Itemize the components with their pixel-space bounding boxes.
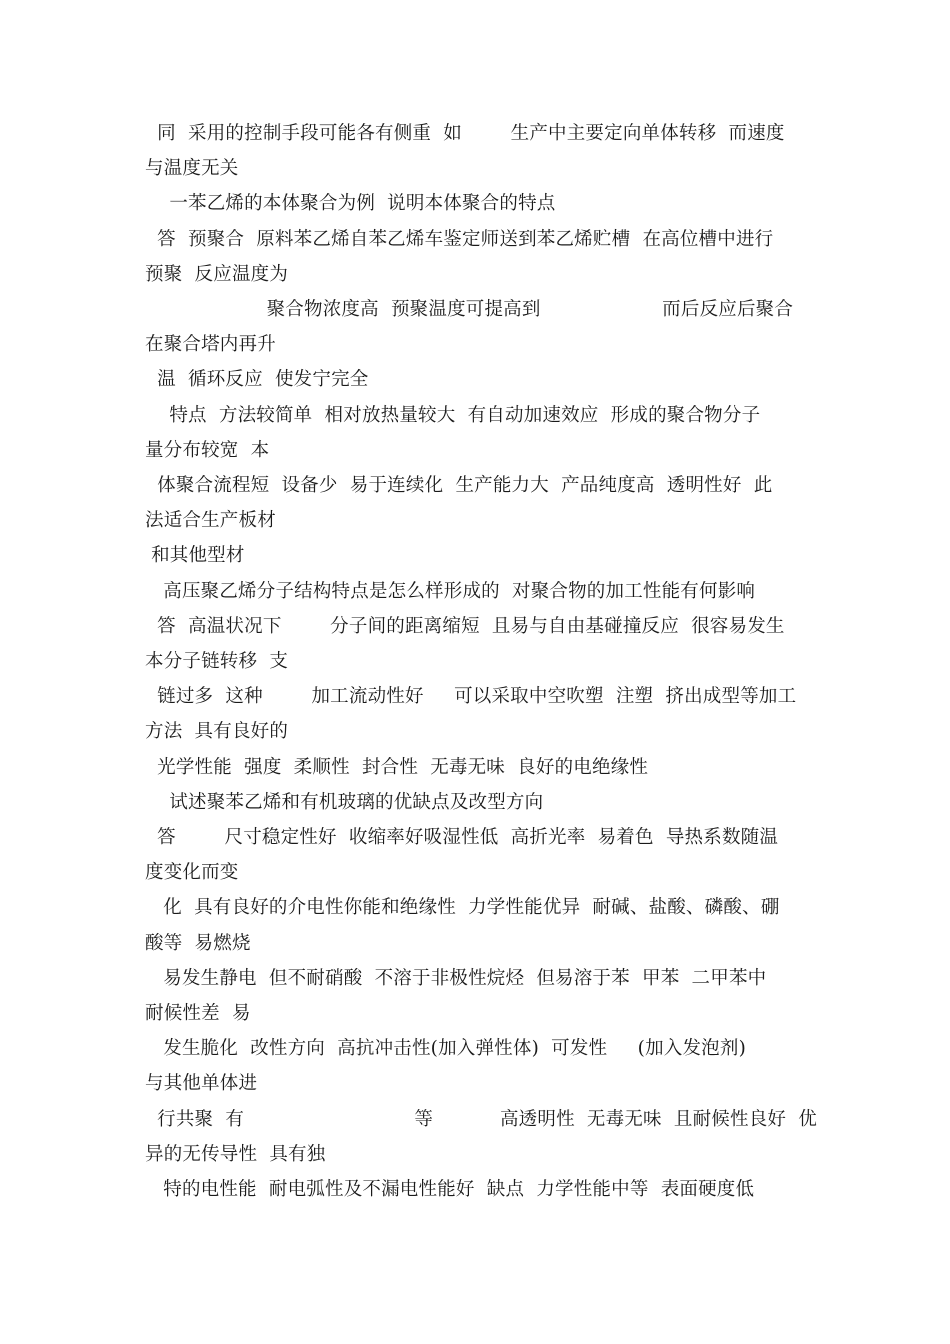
text-line: 行共聚 有 等 高透明性 无毒无味 且耐候性良好 优 [145, 1109, 817, 1130]
text-line: 在聚合塔内再升 [145, 334, 276, 355]
text-line: 答 尺寸稳定性好 收缩率好吸湿性低 高折光率 易着色 导热系数随温 [145, 827, 779, 848]
text-line: 体聚合流程短 设备少 易于连续化 生产能力大 产品纯度高 透明性好 此 [145, 475, 773, 496]
text-line: 特的电性能 耐电弧性及不漏电性能好 缺点 力学性能中等 表面硬度低 [145, 1179, 755, 1200]
text-line: 法适合生产板材 [145, 510, 276, 531]
text-line: 方法 具有良好的 [145, 721, 289, 742]
text-line: 量分布较宽 本 [145, 440, 270, 461]
text-line: 高压聚乙烯分子结构特点是怎么样形成的 对聚合物的加工性能有何影响 [145, 581, 756, 602]
text-line: 耐候性差 易 [145, 1003, 251, 1024]
text-line: 异的无传导性 具有独 [145, 1144, 326, 1165]
text-line: 试述聚苯乙烯和有机玻璃的优缺点及改型方向 [145, 792, 544, 813]
text-line: 本分子链转移 支 [145, 651, 289, 672]
text-line: 度变化而变 [145, 862, 239, 883]
text-line: 光学性能 强度 柔顺性 封合性 无毒无味 良好的电绝缘性 [145, 757, 649, 778]
text-line: 温 循环反应 使发宁完全 [145, 369, 369, 390]
text-line: 一苯乙烯的本体聚合为例 说明本体聚合的特点 [145, 193, 556, 214]
text-line: 链过多 这种 加工流动性好 可以采取中空吹塑 注塑 挤出成型等加工 [145, 686, 797, 707]
text-line: 与温度无关 [145, 158, 239, 179]
text-line: 和其他型材 [145, 545, 245, 566]
text-line: 与其他单体进 [145, 1073, 258, 1094]
text-line: 预聚 反应温度为 [145, 264, 289, 285]
text-line: 酸等 易燃烧 [145, 933, 251, 954]
text-line: 聚合物浓度高 预聚温度可提高到 而后反应后聚合 [145, 299, 794, 320]
text-line: 易发生静电 但不耐硝酸 不溶于非极性烷烃 但易溶于苯 甲苯 二甲苯中 [145, 968, 767, 989]
text-line: 同 采用的控制手段可能各有侧重 如 生产中主要定向单体转移 而速度 [145, 123, 785, 144]
text-line: 化 具有良好的介电性你能和绝缘性 力学性能优异 耐碱、盐酸、磷酸、硼 [145, 897, 780, 918]
text-line: 答 高温状况下 分子间的距离缩短 且易与自由基碰撞反应 很容易发生 [145, 616, 785, 637]
text-line: 答 预聚合 原料苯乙烯自苯乙烯车鉴定师送到苯乙烯贮槽 在高位槽中进行 [145, 229, 774, 250]
text-line: 发生脆化 改性方向 高抗冲击性(加入弹性体) 可发性 (加入发泡剂) [145, 1038, 747, 1059]
text-line: 特点 方法较简单 相对放热量较大 有自动加速效应 形成的聚合物分子 [145, 405, 761, 426]
